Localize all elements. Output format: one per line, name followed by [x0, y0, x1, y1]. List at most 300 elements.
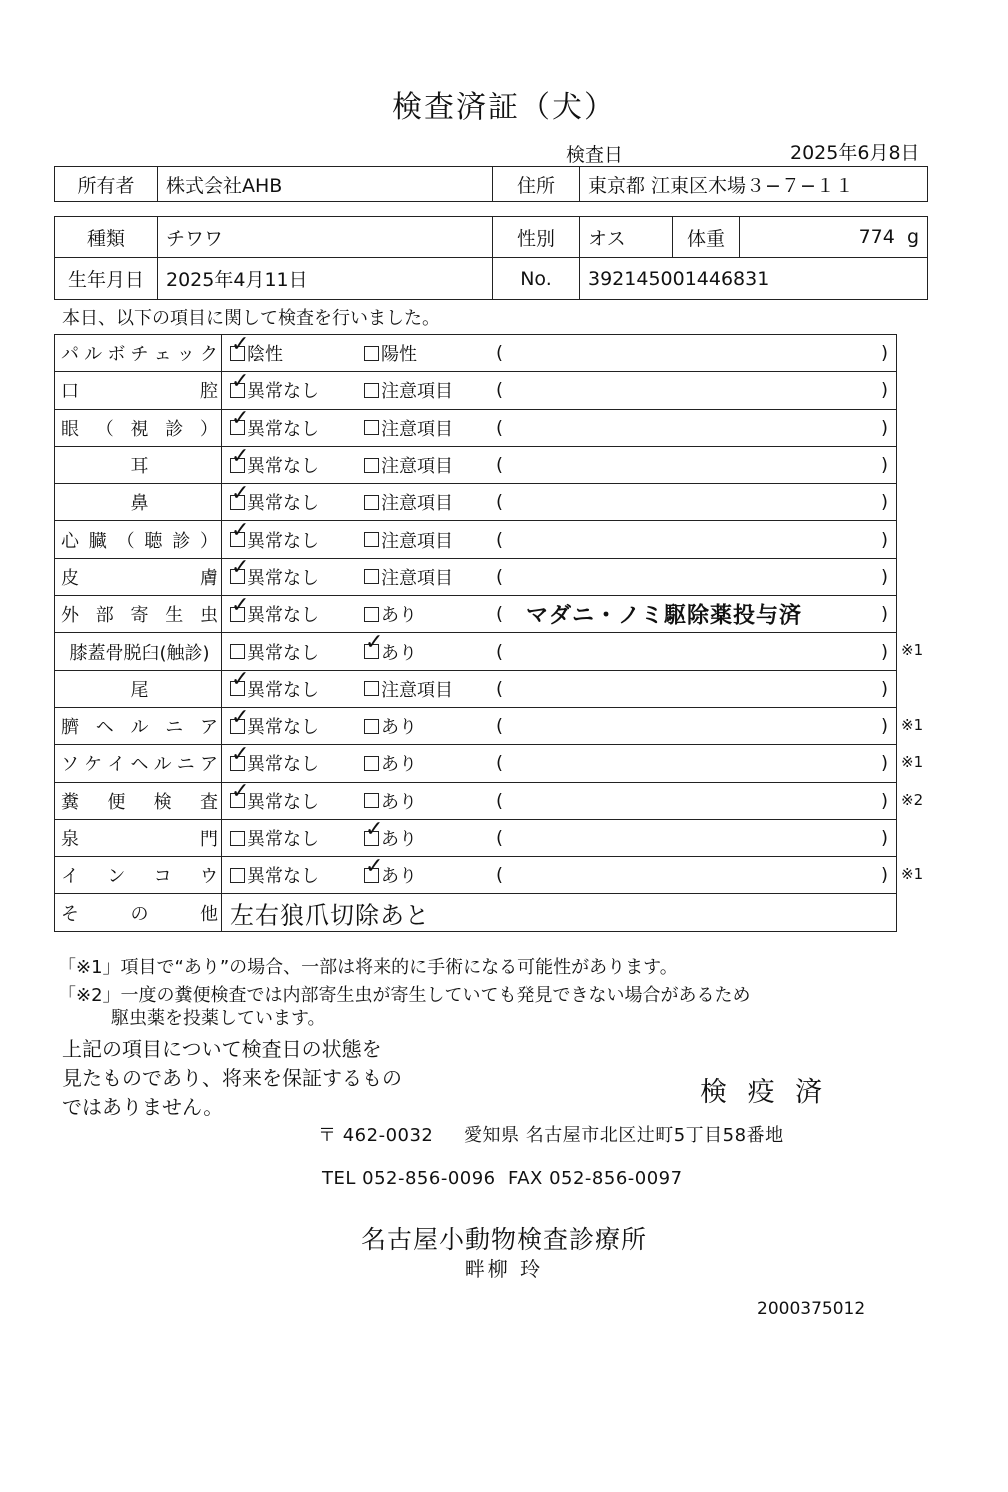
- exam-item-label: [55, 857, 222, 894]
- label-char: ケ: [84, 754, 103, 776]
- clinic-fax: FAX 052-856-0097: [508, 1168, 683, 1189]
- exam-row: [55, 521, 897, 558]
- paren-open: (: [496, 752, 504, 774]
- side-mark: ※1: [901, 640, 924, 659]
- paren-open: (: [496, 379, 504, 401]
- label-char: 膚: [200, 567, 218, 589]
- option-1: [230, 443, 319, 478]
- exam-item-label-text: [55, 900, 221, 926]
- paren-close: ): [880, 529, 888, 551]
- checkbox-2[interactable]: [364, 607, 379, 622]
- exam-row: [55, 745, 897, 782]
- label-char: 査: [199, 791, 218, 813]
- label-char: 尾: [130, 679, 149, 701]
- label-char: チ: [130, 344, 149, 366]
- exam-item-label: [55, 782, 222, 819]
- option-2: [364, 340, 417, 366]
- option-2-label: 注意項目: [381, 418, 453, 440]
- label-char: 診: [172, 530, 191, 552]
- postal-code: 〒 462-0032: [318, 1125, 434, 1146]
- option-2: [364, 564, 453, 590]
- exam-item-label-text: [55, 340, 221, 366]
- option-1-label: 異常なし: [247, 493, 319, 515]
- check-mark-icon: ✓: [365, 630, 384, 656]
- paren-close: ): [880, 827, 888, 849]
- label-char: （: [116, 530, 135, 552]
- option-2-label: あり: [381, 754, 417, 776]
- exam-result: [222, 704, 897, 744]
- paren-open: (: [496, 827, 504, 849]
- checkbox-2[interactable]: [364, 495, 379, 510]
- label-char: 膝蓋骨脱臼(触診): [69, 642, 210, 664]
- option-2-label: 注意項目: [381, 493, 453, 515]
- label-char: 検: [153, 791, 172, 813]
- exam-result: [222, 741, 897, 782]
- exam-result: [222, 443, 897, 483]
- label-char: 虫: [200, 605, 218, 627]
- checkbox-1[interactable]: [230, 592, 250, 622]
- option-2: [364, 676, 453, 702]
- paren-close: ): [880, 641, 888, 663]
- footnote-1: 「※1」項目で“あり”の場合、一部は将来的に手術になる可能性があります。: [58, 957, 678, 978]
- option-2-label: 注意項目: [381, 679, 453, 701]
- checkbox-1[interactable]: [230, 406, 250, 435]
- no-value: 392145001446831: [580, 258, 928, 300]
- label-char: パ: [61, 344, 79, 366]
- address-value: 東京都 江東区木場３−７−１１: [580, 167, 928, 202]
- paren-open: (: [496, 454, 504, 476]
- checkbox-1[interactable]: [230, 368, 250, 398]
- exam-row: [55, 857, 897, 894]
- option-2-label: あり: [381, 605, 417, 627]
- check-mark-icon: ✓: [365, 816, 384, 842]
- owner-value: 株式会社AHB: [158, 167, 493, 202]
- option-1-label: 異常なし: [247, 381, 319, 403]
- label-char: 泉: [61, 829, 79, 850]
- paren-close: ): [880, 752, 888, 774]
- checkbox-2[interactable]: [364, 458, 379, 473]
- label-char: 眼: [61, 418, 79, 440]
- paren-close: ): [880, 603, 888, 625]
- side-mark: ※2: [901, 790, 924, 809]
- checkbox-2[interactable]: [364, 346, 379, 361]
- side-mark: ※1: [901, 864, 924, 883]
- check-mark-icon: ✓: [231, 667, 250, 693]
- label-char: の: [130, 903, 149, 925]
- option-2-label: 注意項目: [381, 567, 453, 589]
- paren-close: ): [880, 678, 888, 700]
- option-2-label: 陽性: [381, 344, 417, 366]
- exam-item-label-text: [55, 489, 221, 515]
- owner-label: 所有者: [55, 167, 158, 202]
- disclaimer-line: ではありません。: [62, 1095, 224, 1119]
- option-2-label: 注意項目: [381, 456, 453, 478]
- label-char: ）: [200, 418, 218, 440]
- checkbox-1[interactable]: [230, 831, 245, 846]
- checkbox-2[interactable]: [364, 816, 384, 846]
- disclaimer-line: 上記の項目について検査日の状態を: [62, 1037, 382, 1061]
- checkbox-2[interactable]: [364, 719, 379, 734]
- exam-item-label: [55, 558, 222, 595]
- check-mark-icon: ✓: [365, 853, 384, 879]
- label-char: イ: [107, 754, 126, 776]
- exam-item-label: [55, 819, 222, 856]
- checkbox-1[interactable]: [230, 779, 250, 808]
- exam-item-label: [55, 894, 222, 931]
- weight-label: 体重: [673, 217, 740, 258]
- label-char: ル: [153, 754, 172, 776]
- birth-label: 生年月日: [55, 258, 158, 300]
- other-result: [222, 894, 897, 931]
- clinic-address: 愛知県 名古屋市北区辻町5丁目58番地: [464, 1125, 784, 1146]
- exam-row: [55, 409, 897, 446]
- weight-cell: [740, 217, 928, 258]
- label-char: ル: [84, 344, 103, 366]
- paren-open: (: [496, 603, 504, 625]
- sex-value: オス: [580, 217, 673, 258]
- label-char: 臍: [61, 717, 79, 739]
- option-2: [364, 489, 453, 515]
- exam-row: [55, 819, 897, 856]
- paren-close: ): [880, 379, 888, 401]
- exam-row-other: [55, 894, 897, 931]
- checkbox-2[interactable]: [364, 532, 379, 547]
- label-char: 診: [165, 418, 184, 440]
- label-char: ヘ: [95, 717, 114, 739]
- exam-item-label: [55, 670, 222, 707]
- paren-close: ): [880, 790, 888, 812]
- paren-open: (: [496, 678, 504, 700]
- label-char: 部: [95, 605, 114, 627]
- option-1-label: 異常なし: [247, 456, 319, 478]
- option-1: [230, 406, 319, 441]
- option-2: [364, 601, 417, 627]
- label-char: 聴: [144, 530, 163, 552]
- exam-item-label-text: [55, 377, 221, 403]
- disclaimer: [62, 1035, 402, 1122]
- paren-close: ): [880, 491, 888, 513]
- paren-open: (: [496, 641, 504, 663]
- type-label: 種類: [55, 217, 158, 258]
- exam-row: [55, 670, 897, 707]
- label-char: 生: [165, 605, 184, 627]
- paren-open: (: [496, 715, 504, 737]
- label-char: 視: [130, 418, 149, 440]
- option-1-label: 異常なし: [247, 791, 319, 813]
- paren-open: (: [496, 529, 504, 551]
- checkbox-1[interactable]: [230, 667, 250, 696]
- option-2: [364, 853, 417, 888]
- label-char: そ: [61, 903, 79, 925]
- exam-result: [222, 779, 897, 819]
- option-1-label: 異常なし: [247, 679, 319, 701]
- checkbox-2[interactable]: [364, 681, 379, 696]
- exam-note: マダニ・ノミ駆除薬投与済: [526, 603, 803, 629]
- label-char: ア: [200, 717, 218, 739]
- option-1-label: 異常なし: [247, 567, 319, 589]
- checkbox-2[interactable]: [364, 756, 379, 771]
- option-2-label: あり: [381, 829, 417, 850]
- label-char: 門: [200, 829, 218, 850]
- option-1: [230, 667, 319, 702]
- option-2: [364, 816, 417, 851]
- exam-result: [222, 480, 897, 521]
- paren-close: ): [880, 864, 888, 886]
- paren-close: ): [880, 715, 888, 737]
- exam-row: [55, 446, 897, 483]
- exam-item-label-text: [55, 639, 221, 665]
- check-mark-icon: ✓: [231, 779, 250, 805]
- check-mark-icon: ✓: [231, 480, 250, 506]
- checkbox-1[interactable]: [230, 741, 250, 771]
- label-char: 糞: [61, 791, 79, 813]
- exam-item-label-text: [55, 676, 221, 702]
- exam-item-label-text: [55, 862, 221, 888]
- pet-table: [54, 216, 928, 300]
- label-char: ク: [199, 344, 218, 366]
- exam-row: [55, 484, 897, 521]
- clinic-name: 名古屋小動物検査診療所: [360, 1225, 647, 1254]
- label-char: 臓: [88, 530, 107, 552]
- exam-result: [222, 816, 897, 856]
- exam-result: [222, 518, 897, 558]
- option-2: [364, 750, 417, 776]
- checkbox-1[interactable]: [230, 644, 245, 659]
- paren-open: (: [496, 864, 504, 886]
- exam-item-label: [55, 707, 222, 744]
- exam-row: [55, 782, 897, 819]
- document-title: 検査済証（犬）: [392, 90, 616, 125]
- option-2-label: 注意項目: [381, 530, 453, 552]
- exam-row: [55, 335, 897, 372]
- option-1: [230, 331, 283, 366]
- checkbox-1[interactable]: [230, 555, 250, 584]
- paren-open: (: [496, 790, 504, 812]
- option-1-label: 異常なし: [247, 717, 319, 739]
- check-mark-icon: ✓: [231, 331, 250, 357]
- exam-result: [222, 331, 897, 372]
- exam-table: [54, 331, 897, 932]
- option-1: [230, 639, 319, 665]
- side-mark: ※1: [901, 752, 924, 771]
- intro-text: 本日、以下の項目に関して検査を行いました。: [62, 308, 440, 329]
- option-2-label: 注意項目: [381, 381, 453, 403]
- option-1: [230, 555, 319, 590]
- checkbox-2[interactable]: [364, 383, 379, 398]
- option-2: [364, 788, 417, 814]
- label-char: ）: [199, 530, 218, 552]
- checkbox-2[interactable]: [364, 420, 379, 435]
- option-1: [230, 480, 319, 515]
- label-char: ボ: [107, 344, 126, 366]
- paren-open: (: [496, 342, 504, 364]
- option-1-label: 異常なし: [247, 642, 319, 664]
- birth-value: 2025年4月11日: [158, 258, 493, 300]
- serial-number: 2000375012: [757, 1299, 866, 1319]
- option-1-label: 異常なし: [247, 829, 319, 850]
- checkbox-1[interactable]: [230, 443, 250, 473]
- footnote-2: 「※2」一度の糞便検査では内部寄生虫が寄生していても発見できない場合があるため: [58, 985, 751, 1006]
- label-char: ヘ: [130, 754, 149, 776]
- option-1-label: 陰性: [247, 344, 283, 366]
- exam-item-label-text: [55, 713, 221, 739]
- exam-item-label: [55, 633, 222, 670]
- check-mark-icon: ✓: [231, 443, 250, 469]
- label-char: イ: [61, 866, 79, 888]
- check-mark-icon: ✓: [231, 518, 250, 544]
- label-char: ェ: [153, 344, 172, 366]
- option-1: [230, 704, 319, 739]
- exam-item-label: [55, 372, 222, 409]
- option-1: [230, 518, 319, 553]
- option-2: [364, 377, 453, 403]
- checkbox-1[interactable]: [230, 331, 250, 361]
- checkbox-1[interactable]: [230, 704, 250, 734]
- exam-item-label-text: [55, 788, 221, 814]
- option-2: [364, 415, 453, 441]
- owner-table: [54, 166, 928, 202]
- option-2-label: あり: [381, 791, 417, 813]
- option-2: [364, 630, 417, 665]
- handwritten-note: 左右狼爪切除あと: [230, 901, 430, 930]
- check-mark-icon: ✓: [231, 555, 250, 581]
- side-mark: ※1: [901, 715, 924, 734]
- label-char: 他: [200, 903, 218, 925]
- exam-item-label: [55, 335, 222, 372]
- label-char: 腔: [200, 381, 218, 403]
- exam-row: [55, 596, 897, 633]
- option-2-label: あり: [381, 866, 417, 888]
- checkbox-2[interactable]: [364, 630, 384, 659]
- exam-item-label-text: [55, 452, 221, 478]
- exam-item-label: [55, 484, 222, 521]
- label-char: 外: [61, 605, 79, 627]
- exam-result: [222, 630, 897, 670]
- option-1: [230, 368, 319, 403]
- option-1: [230, 862, 319, 888]
- option-2: [364, 527, 453, 553]
- option-1: [230, 592, 319, 627]
- option-1-label: 異常なし: [247, 605, 319, 627]
- exam-result: [222, 667, 897, 707]
- exam-row: [55, 707, 897, 744]
- checkbox-1[interactable]: [230, 480, 250, 510]
- exam-row: [55, 372, 897, 409]
- check-mark-icon: ✓: [231, 406, 250, 432]
- exam-date-label: 検査日: [566, 144, 624, 166]
- label-char: ン: [107, 866, 126, 888]
- check-mark-icon: ✓: [231, 704, 250, 730]
- option-1: [230, 741, 319, 776]
- paren-close: ): [880, 566, 888, 588]
- disclaimer-line: 見たものであり、将来を保証するもの: [62, 1066, 402, 1090]
- option-1-label: 異常なし: [247, 866, 319, 888]
- label-char: 皮: [61, 567, 79, 589]
- exam-item-label: [55, 596, 222, 633]
- weight-unit: g: [906, 226, 919, 248]
- paren-close: ): [880, 454, 888, 476]
- exam-item-label-text: [55, 564, 221, 590]
- label-char: （: [95, 418, 114, 440]
- exam-row: [55, 558, 897, 595]
- exam-item-label: [55, 446, 222, 483]
- label-char: 寄: [130, 605, 149, 627]
- doctor-name: 畔柳 玲: [464, 1257, 544, 1281]
- exam-date-value: 2025年6月8日: [790, 142, 920, 164]
- label-char: ニ: [165, 717, 184, 739]
- paren-close: ): [880, 342, 888, 364]
- label-char: 耳: [130, 456, 149, 478]
- label-char: コ: [153, 866, 172, 888]
- exam-result: [222, 368, 897, 409]
- label-char: 便: [107, 791, 126, 813]
- option-2: [364, 713, 417, 739]
- checkbox-2[interactable]: [364, 793, 379, 808]
- option-1-label: 異常なし: [247, 530, 319, 552]
- quarantine-stamp: 検 疫 済: [700, 1077, 829, 1108]
- checkbox-1[interactable]: [230, 518, 250, 547]
- check-mark-icon: ✓: [231, 741, 250, 767]
- label-char: ウ: [199, 866, 218, 888]
- no-label: No.: [493, 258, 580, 300]
- label-char: 口: [61, 381, 79, 403]
- label-char: ソ: [61, 754, 79, 776]
- check-mark-icon: ✓: [231, 368, 250, 394]
- label-char: ア: [199, 754, 218, 776]
- exam-result: [222, 853, 897, 894]
- option-2: [364, 452, 453, 478]
- paren-open: (: [496, 491, 504, 513]
- weight-value: 774: [858, 226, 895, 248]
- label-char: 心: [61, 530, 79, 552]
- exam-item-label-text: [55, 825, 221, 851]
- option-1: [230, 779, 319, 814]
- exam-item-label: [55, 745, 222, 782]
- exam-result: [222, 406, 897, 446]
- paren-open: (: [496, 417, 504, 439]
- clinic-tel: TEL 052-856-0096: [322, 1168, 496, 1189]
- exam-result: [222, 592, 897, 633]
- paren-open: (: [496, 566, 504, 588]
- label-char: ニ: [176, 754, 195, 776]
- label-char: ル: [130, 717, 149, 739]
- exam-item-label-text: [55, 750, 221, 776]
- exam-result: [222, 555, 897, 595]
- exam-item-label-text: [55, 601, 221, 627]
- address-label: 住所: [493, 167, 580, 202]
- option-2-label: あり: [381, 642, 417, 664]
- paren-close: ): [880, 417, 888, 439]
- label-char: ッ: [176, 344, 195, 366]
- option-2-label: あり: [381, 717, 417, 739]
- type-value: チワワ: [158, 217, 493, 258]
- label-char: 鼻: [130, 493, 149, 515]
- sex-label: 性別: [493, 217, 580, 258]
- exam-row: [55, 633, 897, 670]
- checkbox-2[interactable]: [364, 569, 379, 584]
- option-1-label: 異常なし: [247, 418, 319, 440]
- option-1: [230, 825, 319, 851]
- exam-item-label-text: [55, 527, 221, 553]
- option-1-label: 異常なし: [247, 754, 319, 776]
- check-mark-icon: ✓: [231, 592, 250, 618]
- footnote-2-cont: 駆虫薬を投薬しています。: [111, 1008, 326, 1029]
- exam-item-label-text: [55, 415, 221, 441]
- checkbox-2[interactable]: [364, 853, 384, 883]
- exam-item-label: [55, 409, 222, 446]
- exam-item-label: [55, 521, 222, 558]
- checkbox-1[interactable]: [230, 868, 245, 883]
